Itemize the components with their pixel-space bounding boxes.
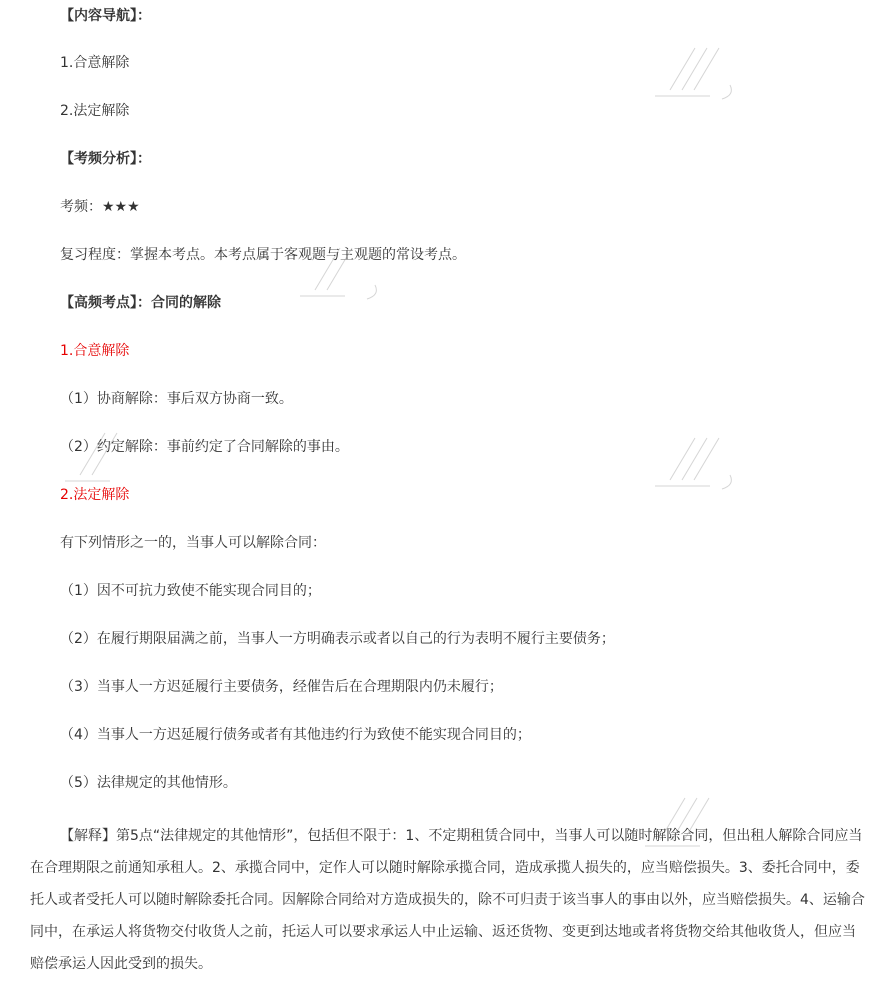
review-level: 复习程度：掌握本考点。本考点属于客观题与主观题的常设考点。: [60, 247, 466, 263]
frequency-rating: 考频：★★★: [60, 199, 140, 215]
list-item: （2）在履行期限届满之前，当事人一方明确表示或者以自己的行为表明不履行主要债务；: [60, 631, 615, 647]
watermark-icon: [650, 430, 750, 500]
explanation-paragraph: 【解释】第5点“法律规定的其他情形”，包括但不限于：1、不定期租赁合同中，当事人可以随时解除合同，但出租人解除合同应当在合理期限之前通知承租人。2、承揽合同中，定作人可以随时解除承揽合同，造成承揽人损失的，应当赔偿损失。3、委托合同中，委托人或者受托人可以随时解除委托合同。因解除合同给对方造成损失的，除不可归责于该当事人的事由以外，应当赔偿损失。4、运输合同中，在承运人将货物交付收货人之前，托运人可以要求承运人中止运输、返还货物、变更到达地或者将货物交给其他收货人，但应当赔偿承运人因此受到的损失。: [30, 828, 865, 972]
nav-heading: 【内容导航】：: [60, 8, 151, 24]
list-item: （5）法律规定的其他情形。: [60, 775, 237, 791]
nav-item: 1.合意解除: [60, 55, 130, 71]
analysis-heading: 【考频分析】：: [60, 151, 151, 167]
list-item: （2）约定解除：事前约定了合同解除的事由。: [60, 439, 349, 455]
topic-heading: 【高频考点】：合同的解除: [60, 295, 221, 311]
section-title: 2.法定解除: [60, 487, 130, 503]
section-title: 1.合意解除: [60, 343, 130, 359]
section-intro: 有下列情形之一的，当事人可以解除合同：: [60, 535, 326, 551]
list-item: （3）当事人一方迟延履行主要债务，经催告后在合理期限内仍未履行；: [60, 679, 503, 695]
nav-item: 2.法定解除: [60, 103, 130, 119]
watermark-icon: [295, 240, 395, 310]
watermark-icon: [60, 425, 160, 495]
list-item: （4）当事人一方迟延履行债务或者有其他违约行为致使不能实现合同目的；: [60, 727, 531, 743]
list-item: （1）协商解除：事后双方协商一致。: [60, 391, 293, 407]
watermark-icon: [650, 40, 750, 110]
watermark-icon: [640, 790, 740, 860]
list-item: （1）因不可抗力致使不能实现合同目的；: [60, 583, 321, 599]
